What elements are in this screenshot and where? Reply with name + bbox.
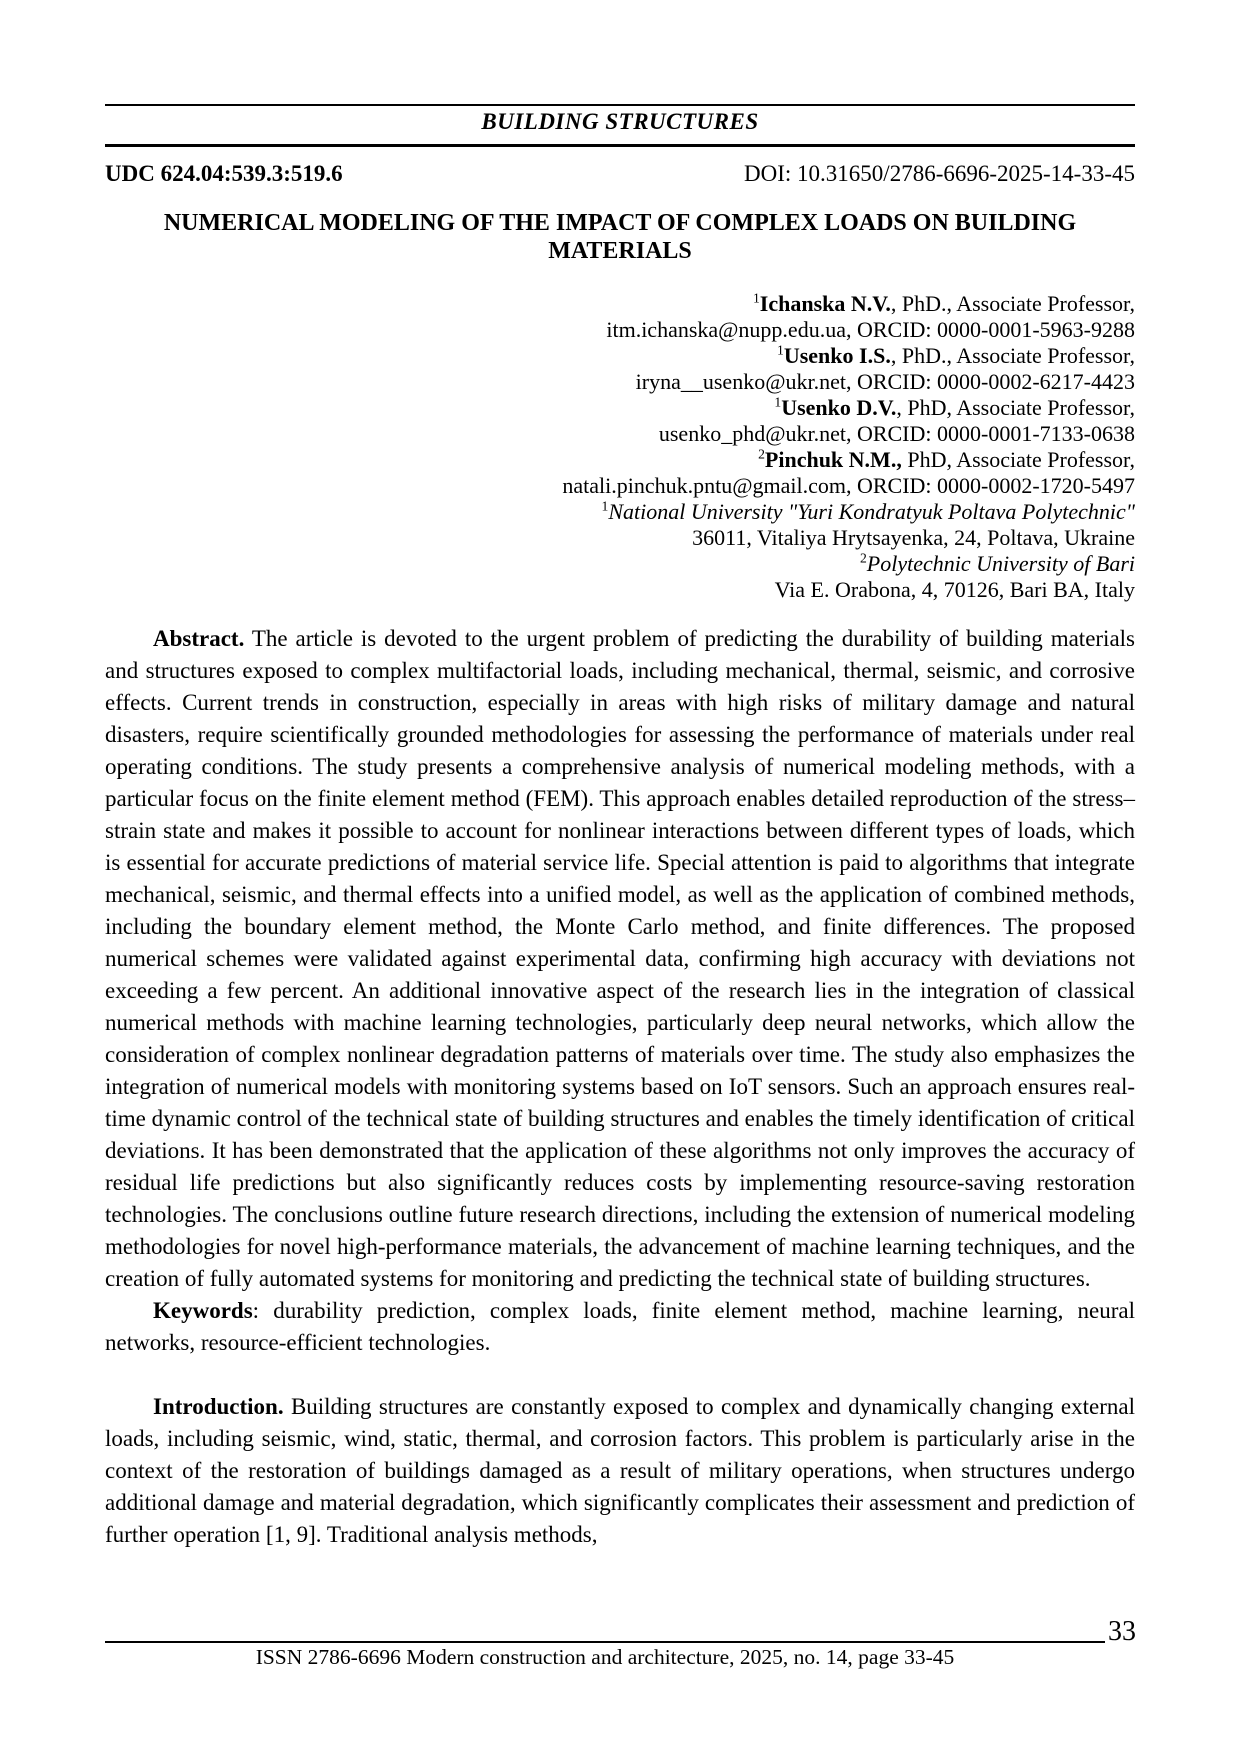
abstract-text: The article is devoted to the urgent problem of predicting the durability of building materials and structures exposed to complex multifactorial loads, including mechanical, thermal, seismic, and corrosive effects. Current trends in construction, especially in areas with high risks of military damage and natural disasters, require scientifically grounded methodologies for assessing the performance of materials under real operating conditions. The study presents a comprehensive analysis of numerical modeling methods, with a particular focus on the finite element method (FEM). This approach enables detailed reproduction of the stress–strain state and makes it possible to account for nonlinear interactions between different types of loads, which is essential for accurate predictions of material service life. Special attention is paid to algorithms that integrate mechanical, seismic, and thermal effects into a unified model, as well as the application of combined methods, including the boundary element method, the Monte Carlo method, and finite differences. The proposed numerical schemes were validated against experimental data, confirming high accuracy with deviations not exceeding a few percent. An additional innovative aspect of the research lies in the integration of classical numerical methods with machine learning technologies, particularly deep neural networks, which allow the consideration of complex nonlinear degradation patterns of materials over time. The study also emphasizes the integration of numerical models with monitoring systems based on IoT sensors. Such an approach ensures real-time dynamic control of the technical state of building structures and enables the timely identification of critical deviations. It has been demonstrated that the application of these algorithms not only improves the accuracy of residual life predictions but also significantly reduces costs by implementing resource-saving restoration technologies. The conclusions outline future research directions, including the extension of numerical modeling methodologies for novel high-performance materials, the advancement of machine learning techniques, and the creation of fully automated systems for monitoring and predicting the technical state of building structures. — [105, 626, 1135, 1291]
header-bottom-rule — [105, 144, 1135, 147]
author-email-orcid: usenko_phd@ukr.net, ORCID: 0000-0001-7133-0638 — [658, 421, 1135, 446]
author-contact-line — [105, 421, 1135, 447]
introduction-text: Building structures are constantly exposed to complex and dynamically changing external loads, including seismic, wind, static, thermal, and corrosion factors. This problem is particularly arise in the context of the restoration of buildings damaged as a result of military operations, when structures undergo additional damage and material degradation, which significantly complicates their assessment and prediction of further operation [1, 9]. Traditional analysis methods, — [105, 1394, 1135, 1547]
author-name: Pinchuk N.M., — [764, 447, 902, 472]
keywords-paragraph — [105, 1295, 1135, 1359]
affiliation-superscript: 1 — [601, 498, 609, 514]
author-degree: , PhD., Associate Professor, — [890, 343, 1135, 368]
author-contact-line — [105, 473, 1135, 499]
affiliation-address-line — [105, 525, 1135, 551]
introduction-label: Introduction. — [153, 1394, 284, 1419]
affiliation-address-line — [105, 577, 1135, 603]
author-name: Usenko I.S. — [783, 343, 891, 368]
author-email-orcid: iryna__usenko@ukr.net, ORCID: 0000-0002-6217-4423 — [635, 369, 1135, 394]
article-title: NUMERICAL MODELING OF THE IMPACT OF COMPLEX LOADS ON BUILDING MATERIALS — [163, 210, 1077, 264]
keywords-text: : durability prediction, complex loads, finite element method, machine learning, neural networks, resource-efficient technologies. — [105, 1298, 1135, 1355]
affiliation-line — [105, 551, 1135, 577]
author-name: Ichanska N.V. — [759, 291, 891, 316]
affiliation-superscript: 1 — [752, 290, 760, 306]
author-line — [105, 395, 1135, 421]
footer-issn-line: ISSN 2786-6696 Modern construction and architecture, 2025, no. 14, page 33-45 — [255, 1645, 955, 1669]
abstract-paragraph — [105, 623, 1135, 1295]
author-contact-line — [105, 369, 1135, 395]
author-degree: PhD, Associate Professor, — [901, 447, 1135, 472]
affiliation-address: Via E. Orabona, 4, 70126, Bari BA, Italy — [774, 577, 1135, 602]
abstract-label: Abstract. — [153, 626, 245, 651]
author-line — [105, 291, 1135, 317]
affiliation-name: National University "Yuri Kondratyuk Poltava Polytechnic" — [608, 499, 1135, 524]
authors-block — [105, 291, 1135, 603]
author-email-orcid: itm.ichanska@nupp.edu.ua, ORCID: 0000-0001-5963-9288 — [606, 317, 1135, 342]
footer-rule — [105, 1641, 1105, 1643]
doi-code: DOI: 10.31650/2786-6696-2025-14-33-45 — [744, 161, 1135, 186]
affiliation-superscript: 2 — [859, 550, 867, 566]
keywords-label: Keywords — [153, 1298, 253, 1323]
page-number: 33 — [1108, 1616, 1136, 1647]
udc-code: UDC 624.04:539.3:519.6 — [105, 161, 343, 186]
affiliation-name: Polytechnic University of Bari — [866, 551, 1135, 576]
author-line — [105, 343, 1135, 369]
affiliation-line — [105, 499, 1135, 525]
author-degree: , PhD, Associate Professor, — [896, 395, 1135, 420]
affiliation-superscript: 2 — [758, 446, 765, 462]
affiliation-superscript: 1 — [777, 342, 784, 358]
author-name: Usenko D.V. — [781, 395, 897, 420]
journal-section-title: BUILDING STRUCTURES — [481, 109, 759, 134]
affiliation-superscript: 1 — [774, 394, 782, 410]
author-contact-line — [105, 317, 1135, 343]
affiliation-address: 36011, Vitaliya Hrytsayenka, 24, Poltava, Ukraine — [692, 525, 1135, 550]
author-email-orcid: natali.pinchuk.pntu@gmail.com, ORCID: 0000-0002-1720-5497 — [562, 473, 1135, 498]
author-degree: , PhD., Associate Professor, — [890, 291, 1135, 316]
header-top-rule — [105, 104, 1135, 106]
author-line — [105, 447, 1135, 473]
introduction-paragraph — [105, 1391, 1135, 1551]
meta-row — [105, 161, 1135, 187]
